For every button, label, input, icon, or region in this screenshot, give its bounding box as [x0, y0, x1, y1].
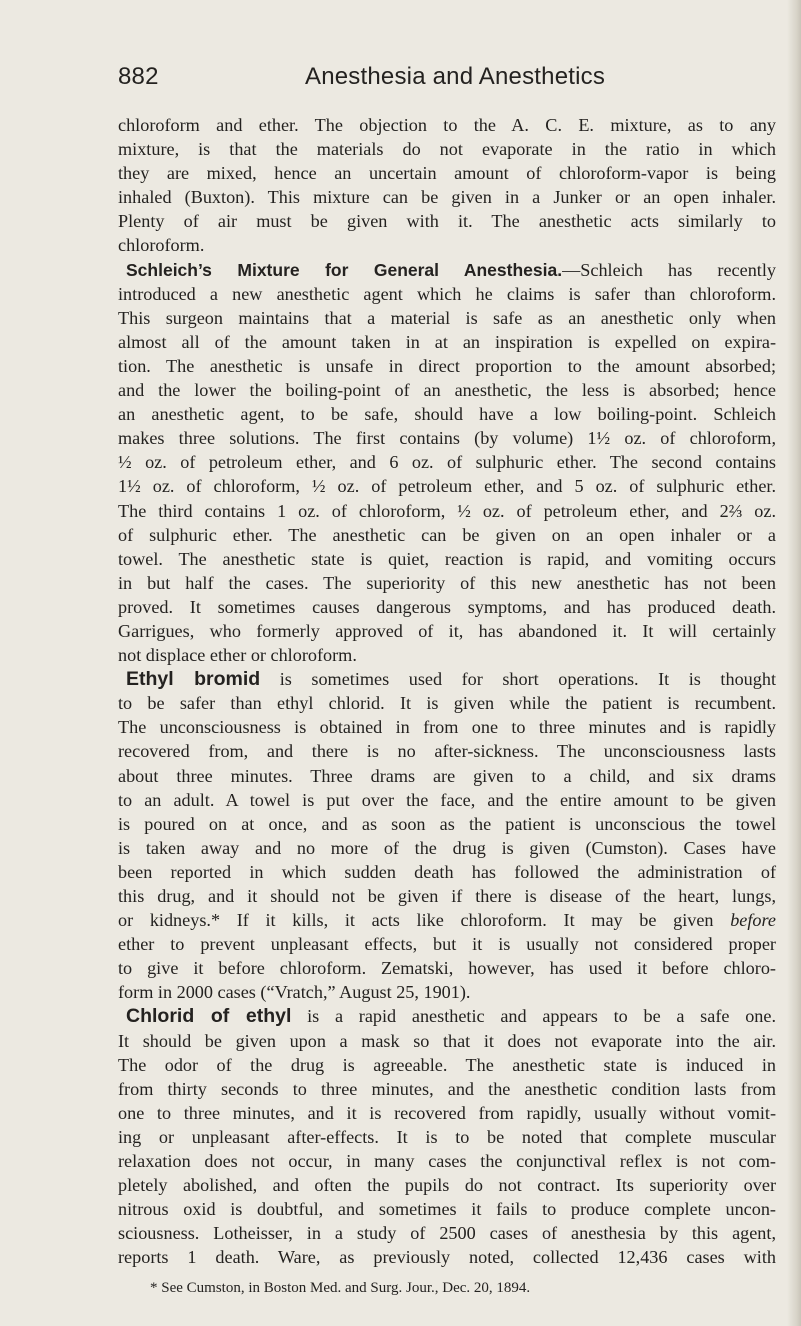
text-run: is a rapid anesthetic and appears to be a safe one.: [291, 1006, 776, 1027]
text-line: ing or unpleasant after-effects. It is to be noted that complete muscular: [118, 1126, 776, 1147]
text-line: to give it before chloroform. Zematski, however, has used it before chloro-: [118, 958, 776, 979]
text-line: reports 1 death. Ware, as previously noted, collected 12,436 cases with: [118, 1247, 776, 1268]
text-run: —Schleich has recently: [562, 259, 776, 280]
paragraph-ethyl-bromid-first-line: [118, 667, 776, 691]
paragraph-chlorid-first-line: [118, 1004, 776, 1028]
text-line: relaxation does not occur, in many cases the conjunctival reflex is not com-: [118, 1151, 776, 1172]
text-line: ether to prevent unpleasant effects, but it is usually not considered proper: [118, 934, 776, 955]
text-line: been reported in which sudden death has followed the administration of: [118, 861, 776, 882]
text-line: of sulphuric ether. The anesthetic can be given on an open inhaler or a: [118, 524, 776, 545]
text-line: from thirty seconds to three minutes, and the anesthetic condition lasts from: [118, 1078, 776, 1099]
running-header: [118, 60, 718, 94]
text-line: form in 2000 cases (“Vratch,” August 25, 1901).: [118, 982, 471, 1003]
text-line: This surgeon maintains that a material is safe as an anesthetic only when: [118, 307, 776, 328]
text-line: almost all of the amount taken in at an inspiration is expelled on expira-: [118, 331, 776, 352]
text-line: to an adult. A towel is put over the face, and the entire amount to be given: [118, 789, 776, 810]
text-line: recovered from, and there is no after-sickness. The unconsciousness lasts: [118, 741, 776, 762]
text-line: 1½ oz. of chloroform, ½ oz. of petroleum ether, and 5 oz. of sulphuric ether.: [118, 476, 776, 497]
text-line: chloroform and ether. The objection to the A. C. E. mixture, as to any: [118, 115, 776, 135]
text-line: an anesthetic agent, to be safe, should have a low boiling-point. Schleich: [118, 404, 776, 425]
text-line: is poured on at once, and as soon as the patient is unconscious the towel: [118, 813, 776, 834]
paragraph-schleich-first-line: [118, 258, 776, 282]
text-line-with-italic: [118, 908, 776, 932]
text-line: to be safer than ethyl chlorid. It is given while the patient is recumbent.: [118, 693, 776, 714]
text-line: proved. It sometimes causes dangerous symptoms, and has produced death.: [118, 596, 776, 617]
text-line: introduced a new anesthetic agent which he claims is safer than chloroform.: [118, 283, 776, 304]
section-heading-ethyl-bromid: Ethyl bromid: [126, 668, 261, 691]
page-number: 882: [118, 63, 159, 90]
text-line: nitrous oxid is doubtful, and sometimes it fails to produce complete uncon-: [118, 1199, 776, 1220]
page-edge: [787, 0, 801, 1326]
text-line: and the lower the boiling-point of an anesthetic, the less is absorbed; hence: [118, 380, 776, 401]
text-line: ½ oz. of petroleum ether, and 6 oz. of sulphuric ether. The second contains: [118, 452, 776, 473]
text-line: makes three solutions. The first contains (by volume) 1½ oz. of chloroform,: [118, 428, 776, 449]
text-line: It should be given upon a mask so that it does not evaporate into the air.: [118, 1030, 776, 1051]
footnote: * See Cumston, in Boston Med. and Surg. Jour., Dec. 20, 1894.: [150, 1280, 531, 1296]
text-line: towel. The anesthetic state is quiet, reaction is rapid, and vomiting occurs: [118, 548, 776, 569]
section-heading-schleich-mixture: Schleich’s Mixture for General Anesthesia.: [126, 259, 563, 280]
text-line: this drug, and it should not be given if there is disease of the heart, lungs,: [118, 886, 776, 906]
running-title: Anesthesia and Anesthetics: [305, 63, 606, 90]
text-line: one to three minutes, and it is recovered from rapidly, usually without vomit-: [118, 1102, 776, 1123]
text-line: in but half the cases. The superiority of this new anesthetic has not been: [118, 572, 776, 593]
italic-word: before: [730, 910, 776, 931]
body-text: [118, 113, 776, 1270]
text-line: they are mixed, hence an uncertain amount of chloroform-vapor is being: [118, 163, 776, 184]
text-line: not displace ether or chloroform.: [118, 645, 357, 666]
text-line: pletely abolished, and often the pupils do not contract. Its superiority over: [118, 1175, 776, 1196]
text-line: Plenty of air must be given with it. The anesthetic acts similarly to: [118, 211, 776, 232]
section-heading-chlorid-of-ethyl: Chlorid of ethyl: [126, 1005, 292, 1028]
text-line: is taken away and no more of the drug is given (Cumston). Cases have: [118, 837, 776, 858]
text-line: The unconsciousness is obtained in from one to three minutes and is rapidly: [118, 717, 776, 738]
text-line: The third contains 1 oz. of chloroform, ½ oz. of petroleum ether, and 2⅔ oz.: [118, 500, 776, 521]
text-line: tion. The anesthetic is unsafe in direct proportion to the amount absorbed;: [118, 355, 776, 376]
text-run: or kidneys.* If it kills, it acts like chloroform. It may be given: [118, 910, 714, 931]
text-line: chloroform.: [118, 235, 205, 256]
text-run: is sometimes used for short operations. It is thought: [260, 669, 777, 690]
text-line: The odor of the drug is agreeable. The anesthetic state is induced in: [118, 1054, 776, 1075]
text-line: sciousness. Lotheisser, in a study of 2500 cases of anesthesia by this agent,: [118, 1223, 776, 1244]
text-line: mixture, is that the materials do not evaporate in the ratio in which: [118, 139, 776, 160]
text-line: Garrigues, who formerly approved of it, has abandoned it. It will certainly: [118, 620, 776, 641]
text-line: inhaled (Buxton). This mixture can be given in a Junker or an open inhaler.: [118, 187, 776, 208]
text-line: about three minutes. Three drams are given to a child, and six drams: [118, 765, 776, 786]
